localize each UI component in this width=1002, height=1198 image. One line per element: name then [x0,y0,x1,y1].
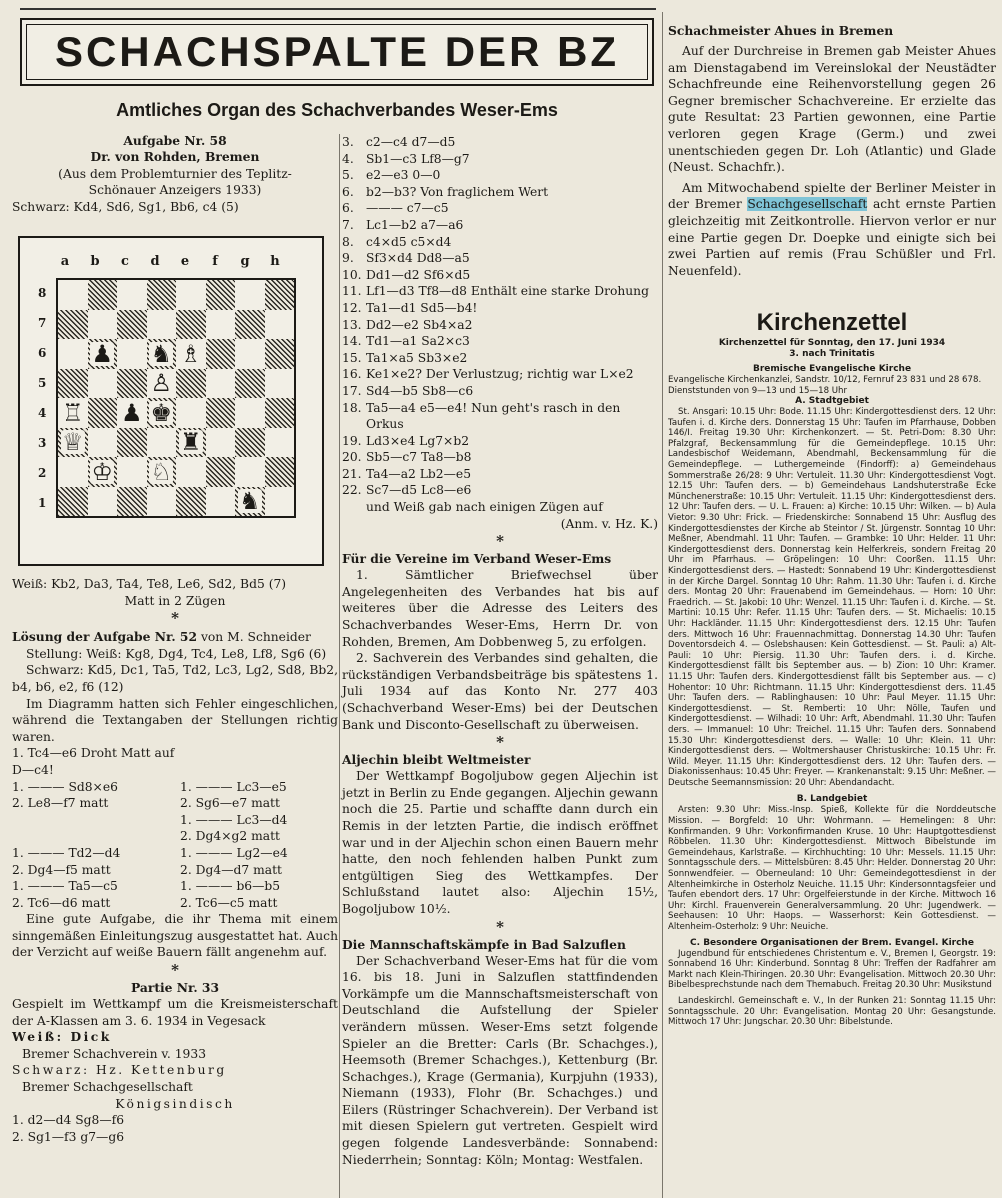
square-d3 [147,428,177,458]
banner-title: SCHACHSPALTE DER BZ [54,28,620,75]
file-label: g [240,254,250,269]
square-g1 [235,487,265,517]
loesung-comment: Eine gute Aufgabe, die ihr Thema mit einem sinngemäßen Einleitungszug ausgestattet hat. Auch der Verzicht auf weiße Bauern fällt angenehm auf. [12,912,338,960]
solution-line-main: 2. Dg4—f5 matt [12,862,111,877]
game-move [342,400,658,433]
game-move [342,366,658,383]
partie-intro: Gespielt im Wettkampf um die Kreismeisterschaft der A-Klassen am 3. 6. 1934 in Vegesack [12,997,338,1028]
solution-line [12,845,338,862]
solution-line [12,745,338,778]
solution-line [12,779,338,796]
game-move: 2. Sg1—f3 g7—g6 [12,1129,125,1144]
move-number: 17. [342,383,362,398]
game-move [342,151,658,168]
partie-weiss-club: Bremer Schachverein v. 1933 [22,1046,207,1061]
square-g2 [235,457,265,487]
move-number: 8. [342,234,354,249]
move-number: 10. [342,267,362,282]
game-move: 1. d2—d4 Sg8—f6 [12,1113,125,1128]
game-move [342,234,658,251]
chess-piece-d4: ♚ [150,398,172,427]
move-text: Dd1—d2 Sf6×d5 [366,267,471,282]
game-move [342,449,658,466]
rank-label: 1 [38,496,47,510]
loesung-heading: Lösung der Aufgabe Nr. 52 [12,629,198,645]
kirchenzettel-land: Arsten: 9.30 Uhr: Miss.-Insp. Spieß, Kollekte für die Norddeutsche Mission. — Borgfeld: 10 Uhr: Wohrmann. — Hemelingen: 8 Uhr: Konfirmanden. 9 Uhr: Vorkonfirmanden Kruse. 10 Uhr: Hauptgottesdienst Röbbelen. 11.30 Uhr: Kindergottesdienst. Mittwoch Bibelstunde im Gemeindehaus, Karlstraße. — Kirchhuchting: 10 Uhr: Messels. 11.15 Uhr: Sonntagsschule ders. — Mittelsbüren: 8.45 Uhr: Helder. Donnerstag 20 Uhr: Sonnwendfeier. — Oberneuland: 10 Uhr: Gemeindegottesdienst in der Altenheimkirche in Osterholz Neuiche. 11.15 Uhr: Kindersonntagsfeier und Taufen ebendort ders. 17 Uhr: Orgelfeierstunde in der Kirche. Mittwoch 16 Uhr: Kirchl. Frauenverein Generalversammlung. 20 Uhr: Jugendwerk. — Seehausen: 10 Uhr: Haops. — Wasserhorst: Kein Gottesdienst. — Altenheim-Osterholz: 9 Uhr: Neuiche. [668,805,996,932]
square-a4 [58,398,88,428]
square-a3 [58,428,88,458]
square-f1 [206,487,236,517]
chess-piece-c4: ♟ [120,398,143,427]
square-h6 [265,339,295,369]
partie-end: und Weiß gab nach einigen Zügen auf [366,500,603,515]
square-e7 [176,310,206,340]
solution-line-main: 1. Tc4—e6 Droht Matt auf D—c4! [12,746,175,777]
square-g5 [235,369,265,399]
chess-piece-e6: ♗ [179,339,202,368]
square-f6 [206,339,236,369]
square-h4 [265,398,295,428]
move-number: 7. [342,217,354,232]
square-f5 [206,369,236,399]
square-h8 [265,280,295,310]
game-move [342,333,658,350]
square-e6 [176,339,206,369]
file-label: h [270,254,280,269]
solution-line-variant: 2. Tc6—c5 matt [180,895,278,910]
square-a6 [58,339,88,369]
partie-schwarz-club: Bremer Schachgesellschaft [22,1080,193,1095]
column-divider-2 [662,12,663,1198]
chess-piece-g1: ♞ [238,487,261,516]
solution-line [12,895,338,912]
square-a2 [58,457,88,487]
square-b3 [88,428,118,458]
rank-label: 4 [38,406,47,420]
kirchenzettel-a: A. Stadtgebiet [795,396,869,407]
square-c7 [117,310,147,340]
partie-opening: Königsindisch [115,1096,235,1111]
chess-piece-b6: ♟ [91,339,113,368]
vereine-heading: Für die Vereine im Verband Weser-Ems [342,551,612,567]
move-text: e2—e3 0—0 [366,168,441,183]
square-f8 [206,280,236,310]
square-b6 [88,339,118,369]
square-h1 [265,487,295,517]
move-text: Ke1×e2? Der Verlustzug; richtig war L×e2 [366,367,634,382]
file-label: a [60,254,70,269]
rank-label: 8 [38,286,47,300]
aufgabe-schwarz: Schwarz: Kd4, Sd6, Sg1, Bb6, c4 (5) [12,199,239,214]
move-text: Ta1—d1 Sd5—b4! [366,300,478,315]
move-text: Ta5—a4 e5—e4! Nun geht's rasch in den Orkus [366,400,621,432]
square-a7 [58,310,88,340]
move-text: c4×d5 c5×d4 [366,234,452,249]
banner-inner-frame [26,24,648,80]
ahues-heading: Schachmeister Ahues in Bremen [668,23,894,38]
game-move [342,350,658,367]
move-number: 22. [342,483,362,498]
column-left-lower [12,576,338,1145]
kirchenzettel-c-text: Jugendbund für entschiedenes Christentum e. V., Bremen I, Georgstr. 19: Sonnabend 16 Uhr: Kinderbund. Sonntag 8 Uhr: Treffen der Radfahrer am Markt nach Klein-Thiringen. 20.30 Uhr: Evangelisation. Mittwoch 20.30 Uhr: Bibelbesprechstunde nach dem Themabuch. Freitag 20.30 Uhr: Musikstund [668,948,996,991]
game-move [342,184,658,201]
game-move [342,317,658,334]
mannschaft-heading: Die Mannschaftskämpfe in Bad Salzuflen [342,936,626,952]
square-g8 [235,280,265,310]
game-move [342,267,658,284]
separator-star: * [171,609,179,628]
move-text: Lc1—b2 a7—a6 [366,217,464,232]
rank-label: 2 [38,466,47,480]
square-g6 [235,339,265,369]
move-text: Dd2—e2 Sb4×a2 [366,317,473,332]
move-text: b2—b3? Von fraglichem Wert [366,184,549,199]
partie-anm: (Anm. v. Hz. K.) [560,516,658,531]
separator-star: * [496,733,504,752]
square-e2 [176,457,206,487]
solution-line [12,795,338,812]
solution-line-variant: 2. Dg4×g2 matt [180,829,280,844]
move-number: 21. [342,466,362,481]
ahues-p2-b: acht ernste Partien gleichzeitig mit Zeitkontrolle. Hiervon verlor er nur eine Partie gegen Dr. Doepke und einigte sich bei zwei Partien auf remis (Frau Schüßler und Frl. Neuenfeld). [668,197,996,278]
file-label: d [150,254,160,269]
solution-line-main [12,812,180,829]
aufgabe-source-2: Schönauer Anzeigers 1933) [88,183,262,198]
kirchenzettel-kanzlei: Evangelische Kirchenkanzlei, Sandstr. 10/12, Fernruf 23 831 und 28 678. Dienststunden von 9—13 und 15—18 Uhr [668,374,982,396]
highlighted-term: Schachgesellschaft [747,197,868,212]
square-b4 [88,398,118,428]
solution-line-variant: 1. ——— Lc3—e5 [180,779,287,794]
square-d5 [147,369,177,399]
kirchenzettel-sub2: 3. nach Trinitatis [789,348,875,359]
move-number: 9. [342,251,354,266]
square-e4 [176,398,206,428]
square-h7 [265,310,295,340]
square-g4 [235,398,265,428]
chess-piece-d2: ♘ [150,457,172,486]
solution-line-main: 1. ——— Sd8×e6 [12,779,118,794]
game-move [342,383,658,400]
rank-label: 6 [38,346,47,360]
aufgabe-author: Dr. von Rohden, Bremen [90,149,260,164]
move-number: 18. [342,400,362,415]
move-number: 3. [342,135,354,149]
square-e1 [176,487,206,517]
square-b2 [88,457,118,487]
mannschaft-text: Der Schachverband Weser-Ems hat für die vom 16. bis 18. Juni in Salzuflen stattfindenden Vorkämpfe um die Mannschaftsmeisterschaft von Deutschland die Aufstellung der Spieler verändern müssen. Weser-Ems setzt folgende Spieler an die Bretter: Carls (Br. Schachges.), Heemsoth (Bremer Schachges.), Kettenburg (Br. Schachges.), Krage (Germania), Kurpjuhn (1933), Niemann (1933), Flohr (Br. Schachges.) und Eilers (Rüstringer Schachverein). Der Verband ist mit diesen Spielern gut vertreten. Gespielt wird gegen folgende Landesverbände: Sonnabend: Niederrhein; Sonntag: Köln; Montag: Westfalen. [342,953,658,1167]
game-move [342,200,658,217]
move-number: 4. [342,151,354,166]
solution-line-variant: 1. ——— Lc3—d4 [180,812,288,827]
aufgabe-heading: Aufgabe Nr. 58 [123,133,227,148]
partie-weiss: Weiß: Dick [12,1029,112,1045]
square-c1 [117,487,147,517]
chess-diagram [18,236,324,566]
column-banner [20,18,654,86]
game-move [342,134,658,151]
loesung-schwarz: Schwarz: Kd5, Dc1, Ta5, Td2, Lc3, Lg2, Sd8, Bb2, b4, b6, e2, f6 (12) [12,663,338,694]
solution-line [12,862,338,879]
rank-label: 3 [38,436,47,450]
chess-piece-a3: ♕ [61,428,84,457]
file-label: f [212,254,218,269]
separator-star: * [171,961,179,980]
move-number: 11. [342,284,362,299]
separator-star: * [496,917,504,936]
kirchenzettel-stadt: St. Ansgari: 10.15 Uhr: Bode. 11.15 Uhr: Kindergottesdienst ders. 12 Uhr: Taufen i. d. Kirche ders. Donnerstag 15 Uhr: Taufen im Pfarrhause, Dobben 146/I. Freitag 19.30 Uhr: Kirchenkonzert. — St. Petri-Dom: 8.30 Uhr: Pfalzgraf, Beckensammlung für die Gemeindepflege. 10.15 Uhr: Landesbischof Weidemann, Abendmahl, Beckensammlung für die Gemeindepflege. — Luthergemeinde (Findorff): a) Gemeindehaus Sommerstraße 26/28: 9 Uhr: Vertuleit. 11.30 Uhr: Kindergottesdienst Vogt. 12.15 Uhr: Taufen ders. — b) Gemeindehaus Landshuterstraße Ecke Münchenerstraße: 10.15 Uhr: Vertuleit. 11.15 Uhr: Kindergottesdienst ders. 12 Uhr: Taufen ders. — U. L. Frauen: a) Kirche: 10.15 Uhr: Wilken. — b) Aula Vietor: 9.30 Uhr: Frick. — Friedenskirche: Sonnabend 15 Uhr: Ausflug des Kindergottesdienstes der Kirche ab Steintor / St. Jürgenstr. Sonntag 10 Uhr: Meßner, Abendmahl. 11 Uhr: Taufen. — Grambke: 10 Uhr: Helder. 11 Uhr: Kindergottesdienst ders. Donnerstag kein Helferkreis, sondern Freitag 20 Uhr im Pfarrhaus. — Gröpelingen: 10 Uhr: Coorßen. 11.15 Uhr: Kindergottesdienst ders. — Hastedt: Sonnabend 19 Uhr: Kindergottesdienst in der Kirche Dargel. Sonntag 10 Uhr: Rahm. 11.30 Uhr: Taufen i. d. Kirche ders. Montag 20 Uhr: Frauenabend im Gemeindehaus. — Horn: 10 Uhr: Fraedrich. — St. Jakobi: 10 Uhr: Wenzel. 11.15 Uhr: Taufen i. d. Kirche. — St. Martini: 10.15 Uhr: Refer. 11.15 Uhr: Taufen ders. — St. Michaelis: 10.15 Uhr: Hackländer. 11.15 Uhr: Kindergottesdienst ders. 12.15 Uhr: Taufen ders. Mittwoch 16 Uhr: Frauennachmittag. Donnerstag 14.30 Uhr: Taufen Doventorsdeich 4. — Oslebshausen: Kein Gottesdienst. — St. Pauli: a) Alt-Pauli: 10 Uhr: Piersig. 11.30 Uhr: Taufen ders. i. d. Kirche. Kindergottesdienst fällt bis September aus. — b) Zion: 10 Uhr: Kramer. 11.15 Uhr: Taufen ders. Kindergottesdienst fällt bis September aus. — c) Hohentor: 10 Uhr: Richtmann. 11.15 Uhr: Kindergottesdienst ders. 11.45 Uhr: Taufen ders. — Rablinghausen: 10 Uhr: Paul Meyer. 11.15 Uhr: Kindergottesdienst. — St. Remberti: 10 Uhr: Nölle, Taufen und Kindergottesdienst. — Wilhadi: 10 Uhr: Arft, Abendmahl. 11.30 Uhr: Taufen ders. — Immanuel: 10 Uhr: Treichel. 11.15 Uhr: Taufen ders. Sonnabend 15.30 Uhr: Kindergottesdienst ders. — Walle: 10 Uhr: Klein. 11 Uhr: Kindergottesdienst ders. — Woltmershauser Christuskirche: 10.15 Uhr: Fr. Wild. Meyer. 11.15 Uhr: Kindergottesdienst ders. 12 Uhr: Taufen ders. — Diakonissenhaus: 10.45 Uhr: Freyer. — Krankenanstalt: 9.15 Uhr: Meßner. — Deutsche Seemannsmission: 20 Uhr: Abendandacht. [668,407,996,788]
move-text: Sb1—c3 Lf8—g7 [366,151,470,166]
square-d4 [147,398,177,428]
square-c8 [117,280,147,310]
file-label: c [121,254,129,269]
aufgabe-source-1: (Aus dem Problemturnier des Teplitz- [58,166,292,181]
square-g3 [235,428,265,458]
square-f3 [206,428,236,458]
square-b5 [88,369,118,399]
square-e8 [176,280,206,310]
banner-subtitle: Amtliches Organ des Schachverbandes Weser-Ems [116,100,558,120]
square-c4 [117,398,147,428]
solution-line-main: 2. Tc6—d6 matt [12,895,111,910]
aljechin-heading: Aljechin bleibt Weltmeister [342,752,531,768]
square-c6 [117,339,147,369]
square-b8 [88,280,118,310]
column-middle [342,134,658,1168]
column-left [12,132,338,215]
square-a5 [58,369,88,399]
solution-line-main: 1. ——— Ta5—c5 [12,879,118,894]
solution-line-variant: 2. Dg4—d7 matt [180,862,282,877]
chess-piece-b2: ♔ [91,457,113,486]
square-b1 [88,487,118,517]
solution-line-main: 1. ——— Td2—d4 [12,845,121,860]
file-label: b [90,254,100,269]
square-d1 [147,487,177,517]
square-e3 [176,428,206,458]
solution-line-variant: 1. ——— b6—b5 [180,879,281,894]
game-move [342,283,658,300]
square-d8 [147,280,177,310]
game-move [342,250,658,267]
kirchenzettel-b: B. Landgebiet [796,794,868,805]
loesung-move-lines [12,745,338,911]
square-h3 [265,428,295,458]
square-b7 [88,310,118,340]
move-text: Sc7—d5 Lc8—e6 [366,483,472,498]
separator-star: * [496,532,504,551]
file-label: e [180,254,190,269]
square-a8 [58,280,88,310]
move-number: 5. [342,168,354,183]
solution-line-main: 2. Le8—f7 matt [12,796,109,811]
move-text: c2—c4 d7—d5 [366,135,456,149]
vereine-p2: 2. Sachverein des Verbandes sind gehalten, die rückständigen Verbandsbeiträge bis spätestens 1. Juli 1934 auf das Konto Nr. 277 403 (Schachverband Weser-Ems) bei der Deutschen Bank und Disconto-Gesellschaft zu überweisen. [342,651,658,732]
loesung-stellung: Stellung: Weiß: Kg8, Dg4, Tc4, Le8, Lf8, Sg6 (6) [26,646,327,661]
move-text: Td1—a1 Sa2×c3 [366,334,470,349]
square-d7 [147,310,177,340]
square-f7 [206,310,236,340]
solution-line [12,828,338,845]
chess-board [56,278,296,518]
kirchenzettel-sub1: Kirchenzettel für Sonntag, den 17. Juni 1934 [718,337,946,348]
aufgabe-weiss: Weiß: Kb2, Da3, Ta4, Te8, Le6, Sd2, Bd5 (7) [12,577,287,591]
move-number: 15. [342,350,362,365]
square-c2 [117,457,147,487]
solution-line [12,878,338,895]
solution-line [12,812,338,829]
square-f4 [206,398,236,428]
chess-piece-d5: ♙ [150,369,172,398]
solution-line-variant: 2. Sg6—e7 matt [180,796,280,811]
aufgabe-matt: Matt in 2 Zügen [124,593,226,608]
move-text: Ta4—a2 Lb2—e5 [366,466,472,481]
move-text: Lf1—d3 Tf8—d8 Enthält eine starke Drohung [366,284,649,299]
kirchenzettel-org: Bremische Evangelische Kirche [752,363,912,374]
solution-line-main [12,828,180,845]
game-move [342,300,658,317]
move-text: Sb5—c7 Ta8—b8 [366,450,472,465]
loesung-heading-rest: von M. Schneider [197,630,311,645]
square-c5 [117,369,147,399]
move-number: 6. [342,201,354,216]
rank-label: 5 [38,376,47,390]
game-move [342,466,658,483]
square-h5 [265,369,295,399]
game-move [342,482,658,499]
kirchenzettel-section [668,309,996,1028]
partie-schwarz: Schwarz: Hz. Kettenburg [12,1063,227,1078]
partie-heading: Partie Nr. 33 [130,980,220,996]
board-file-labels [50,254,290,269]
square-d6 [147,339,177,369]
top-rule [20,8,656,10]
chess-piece-d6: ♞ [150,339,172,368]
aljechin-text: Der Wettkampf Bogoljubow gegen Aljechin ist jetzt in Berlin zu Ende gegangen. Aljechin gewann noch die 25. Partie und schaffte dann durch ein Remis in der letzten Partie, die indisch eröffnet war und in der Aljechin schon einen Bauern mehr hatte, den noch fehlenden halben Punkt zum entgültigen Sieg des Wettkampfes. Der Schlußstand lautet also: Aljechin 15½, Bogoljubow 10½. [342,769,658,916]
kirchenzettel-title: Kirchenzettel [756,309,908,337]
ahues-p1: Auf der Durchreise in Bremen gab Meister Ahues am Dienstagabend im Vereinslokal der Neustädter Schachfreunde eine Reihenvorstellung gegen 26 Gegner bremischer Schachvereine. Er erzielte das gute Resultat: 23 Partien gewonnen, eine Partie verloren gegen Krage (Germ.) und zwei unentschieden gegen Dr. Loh (Atlantic) und Glade (Neust. Schachfr.). [668,44,996,175]
square-e5 [176,369,206,399]
game-move [342,167,658,184]
kirchenzettel-lk: Landeskirchl. Gemeinschaft e. V., In der Runken 21: Sonntag 11.15 Uhr: Sonntagsschule. 20 Uhr: Evangelisation. Montag 20 Uhr: Gesangstunde. Mittwoch 17 Uhr: Jungschar. 20.30 Uhr: Bibelstunde. [668,995,996,1028]
vereine-p1: 1. Sämtlicher Briefwechsel über Angelegenheiten des Verbandes hat bis auf weiteres über die Adresse des Leiters des Schachverbandes Weser-Ems, Herrn Dr. von Rohden, Bremen, Am Dobbenweg 5, zu erfolgen. [342,568,658,649]
square-c3 [117,428,147,458]
square-g7 [235,310,265,340]
move-number: 13. [342,317,362,332]
move-text: Ld3×e4 Lg7×b2 [366,433,470,448]
partie-moves [342,134,658,499]
move-number: 6. [342,184,354,199]
partie-moves-left [12,1112,338,1145]
move-number: 14. [342,334,362,349]
solution-line-variant: 1. ——— Lg2—e4 [180,845,288,860]
move-text: Sd4—b5 Sb8—c6 [366,383,474,398]
move-number: 20. [342,450,362,465]
move-text: Sf3×d4 Dd8—a5 [366,251,470,266]
game-move [342,217,658,234]
loesung-text: Im Diagramm hatten sich Fehler eingeschlichen, während die Textangaben der Stellungen richtig waren. [12,696,338,744]
square-f2 [206,457,236,487]
column-right [668,22,996,1028]
move-text: ——— c7—c5 [366,201,449,216]
square-d2 [147,457,177,487]
move-number: 12. [342,300,362,315]
kirchenzettel-c: C. Besondere Organisationen der Brem. Evangel. Kirche [690,937,974,948]
chess-piece-a4: ♖ [61,398,84,427]
square-a1 [58,487,88,517]
game-move [342,433,658,450]
loesung-heading-line [12,629,338,646]
chess-piece-e3: ♜ [179,428,202,457]
move-number: 19. [342,433,362,448]
rank-label: 7 [38,316,47,330]
ahues-p2-a: Am Mitwochabend spielte der Berliner Meister in der Bremer [668,180,996,212]
move-number: 16. [342,367,362,382]
square-h2 [265,457,295,487]
column-divider-1 [339,134,340,1198]
ahues-p2 [668,180,996,280]
move-text: Ta1×a5 Sb3×e2 [366,350,468,365]
